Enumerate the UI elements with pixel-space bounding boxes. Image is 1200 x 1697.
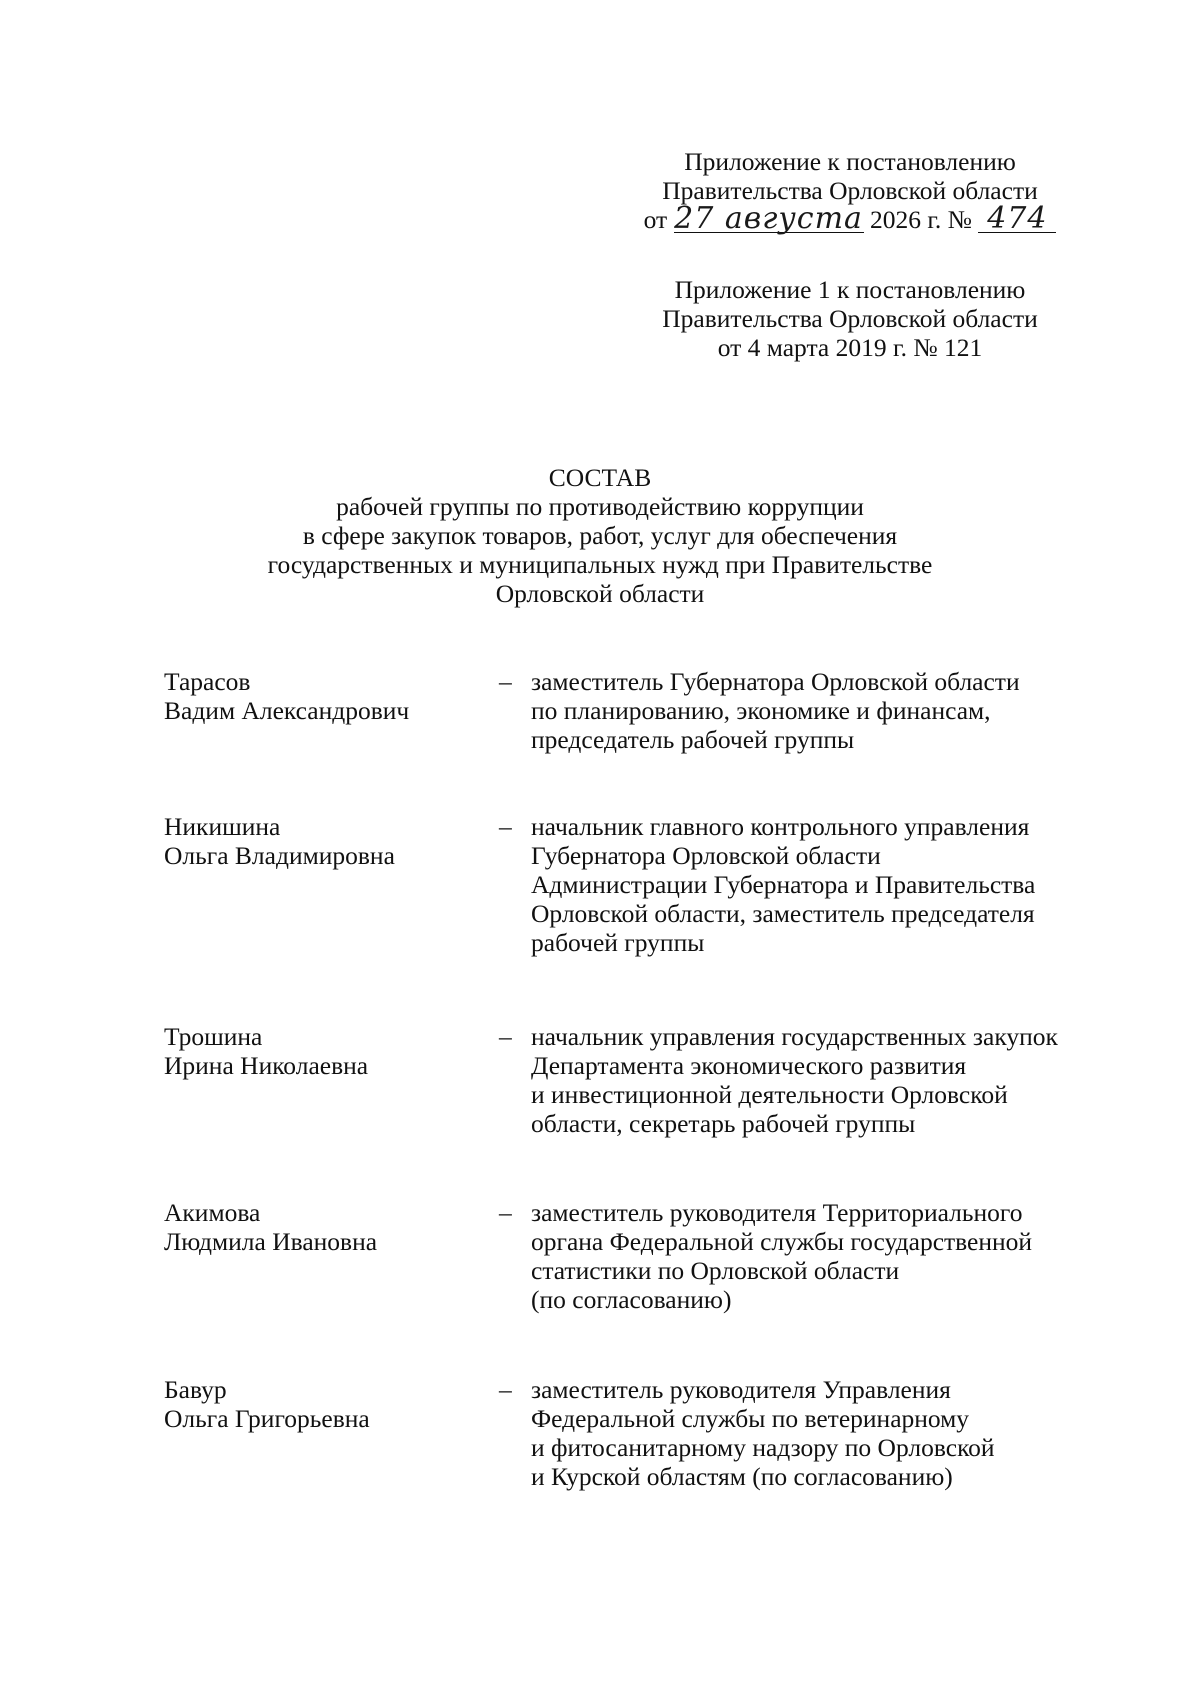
annex-new-prefix: от: [643, 205, 668, 234]
role-line: заместитель руководителя Управления: [531, 1375, 951, 1404]
member-name: [164, 667, 484, 725]
member-name: [164, 1198, 484, 1256]
role-line: Орловской области, заместитель председателя: [531, 899, 1035, 928]
role-line: заместитель Губернатора Орловской области: [531, 667, 1020, 696]
annex-new-year: 2026 г. №: [869, 205, 972, 234]
member-role: [531, 1375, 1131, 1491]
role-line: заместитель руководителя Территориального: [531, 1198, 1023, 1227]
annex-header-old: [640, 275, 1060, 362]
annex-new-line1: Приложение к постановлению: [684, 147, 1016, 176]
title-line: в сфере закупок товаров, работ, услуг для обеспечения: [302, 521, 898, 550]
member-dash: –: [499, 667, 512, 696]
member-given-name: Ольга Владимировна: [164, 841, 395, 870]
role-line: и фитосанитарному надзору по Орловской: [531, 1433, 995, 1462]
member-given-name: Вадим Александрович: [164, 696, 410, 725]
member-surname: Тарасов: [164, 667, 251, 696]
role-line: рабочей группы: [531, 928, 705, 957]
title-line: рабочей группы по противодействию коррупции: [336, 492, 864, 521]
annex-header-new: [640, 147, 1060, 234]
title-line: государственных и муниципальных нужд при Правительстве: [267, 550, 933, 579]
member-name: [164, 812, 484, 870]
member-given-name: Ирина Николаевна: [164, 1051, 369, 1080]
member-role: [531, 812, 1131, 957]
role-line: Администрации Губернатора и Правительства: [531, 870, 1036, 899]
role-line: Губернатора Орловской области: [531, 841, 881, 870]
title-heading: СОСТАВ: [548, 463, 652, 492]
role-line: (по согласованию): [531, 1285, 732, 1314]
member-surname: Трошина: [164, 1022, 263, 1051]
document-title: [180, 463, 1020, 608]
member-role: [531, 1022, 1131, 1138]
annex-new-line3: [640, 201, 1060, 236]
member-role: [531, 667, 1131, 754]
role-line: статистики по Орловской области: [531, 1256, 900, 1285]
handwritten-date: 27 августа: [674, 201, 863, 236]
role-line: области, секретарь рабочей группы: [531, 1109, 916, 1138]
role-line: органа Федеральной службы государственной: [531, 1227, 1033, 1256]
role-line: начальник управления государственных закупок: [531, 1022, 1058, 1051]
member-surname: Бавур: [164, 1375, 227, 1404]
handwritten-number: 474: [978, 206, 1056, 233]
member-dash: –: [499, 1022, 512, 1051]
member-role: [531, 1198, 1131, 1314]
member-dash: –: [499, 1375, 512, 1404]
member-dash: –: [499, 812, 512, 841]
role-line: Департамента экономического развития: [531, 1051, 967, 1080]
role-line: председатель рабочей группы: [531, 725, 855, 754]
role-line: Федеральной службы по ветеринарному: [531, 1404, 970, 1433]
role-line: и Курской областям (по согласованию): [531, 1462, 953, 1491]
member-dash: –: [499, 1198, 512, 1227]
annex-old-line3: от 4 марта 2019 г. № 121: [717, 333, 983, 362]
role-line: по планированию, экономике и финансам,: [531, 696, 991, 725]
member-given-name: Ольга Григорьевна: [164, 1404, 370, 1433]
role-line: и инвестиционной деятельности Орловской: [531, 1080, 1008, 1109]
member-given-name: Людмила Ивановна: [164, 1227, 378, 1256]
member-name: [164, 1375, 484, 1433]
member-name: [164, 1022, 484, 1080]
member-surname: Никишина: [164, 812, 281, 841]
title-line: Орловской области: [495, 579, 705, 608]
annex-old-line2: Правительства Орловской области: [662, 304, 1038, 333]
member-surname: Акимова: [164, 1198, 261, 1227]
annex-new-line2: Правительства Орловской области: [662, 176, 1038, 205]
role-line: начальник главного контрольного управления: [531, 812, 1030, 841]
annex-old-line1: Приложение 1 к постановлению: [674, 275, 1026, 304]
